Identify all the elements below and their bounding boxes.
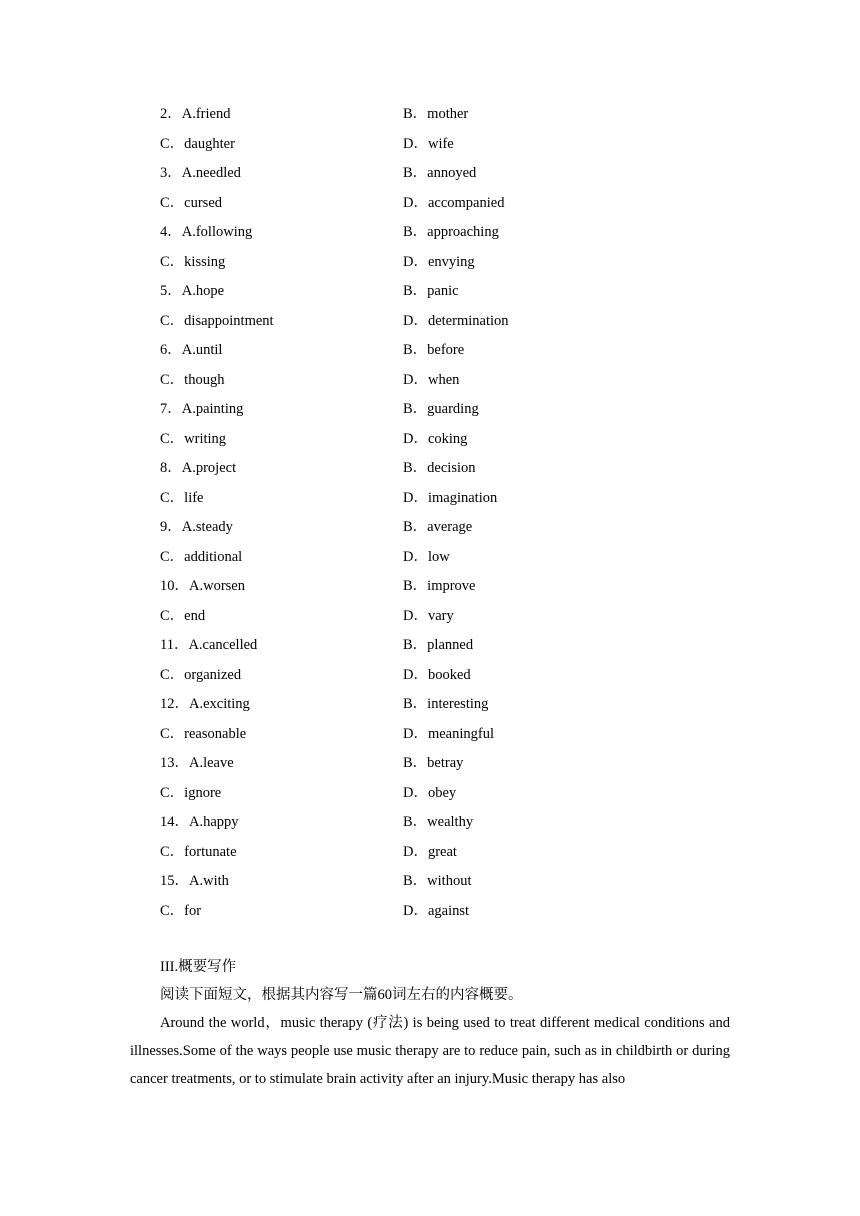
option-left: 14．A.happy (160, 814, 239, 830)
option-row (160, 307, 720, 337)
option-left: C．writing (160, 430, 227, 447)
option-right: B．wealthy (403, 814, 474, 830)
option-right: D．against (403, 902, 470, 919)
option-row (160, 513, 720, 543)
option-left: C．organized (160, 666, 242, 683)
option-right: B．average (403, 519, 473, 535)
option-left: 4．A.following (160, 224, 253, 240)
option-row (160, 484, 720, 514)
option-left: C．end (160, 607, 206, 624)
option-row (160, 838, 720, 868)
option-row (160, 366, 720, 396)
option-left: 6．A.until (160, 342, 223, 358)
option-right: D．booked (403, 666, 471, 683)
section-heading: III.概要写作 (160, 959, 237, 975)
option-right: D．imagination (403, 489, 498, 506)
option-left: 2．A.friend (160, 106, 231, 122)
option-row (160, 425, 720, 455)
option-right: B．improve (403, 578, 476, 594)
option-row (160, 749, 720, 779)
option-left: C．life (160, 489, 204, 506)
option-left: 3．A.needled (160, 165, 241, 181)
option-left: 5．A.hope (160, 283, 225, 299)
option-right: D．accompanied (403, 194, 505, 211)
option-right: B．before (403, 342, 465, 358)
answer-options (160, 100, 720, 926)
option-left: C．ignore (160, 784, 222, 801)
option-row (160, 248, 720, 278)
option-right: D．when (403, 371, 460, 388)
option-left: C．disappointment (160, 312, 274, 329)
option-left: C．reasonable (160, 725, 247, 742)
option-left: 12．A.exciting (160, 696, 250, 712)
option-right: D．determination (403, 312, 509, 329)
option-left: C．cursed (160, 194, 223, 211)
option-row (160, 189, 720, 219)
option-right: B．decision (403, 460, 476, 476)
option-row (160, 867, 720, 897)
option-right: B．panic (403, 283, 459, 299)
option-left: 13．A.leave (160, 755, 234, 771)
option-right: D．meaningful (403, 725, 495, 742)
option-right: B．without (403, 873, 472, 889)
option-row (160, 897, 720, 927)
option-right: D．coking (403, 430, 468, 447)
option-row (160, 218, 720, 248)
option-left: 9．A.steady (160, 519, 233, 535)
option-right: D．envying (403, 253, 475, 270)
option-row (160, 159, 720, 189)
option-row (160, 690, 720, 720)
option-left: C．though (160, 371, 225, 388)
option-row (160, 277, 720, 307)
option-row (160, 661, 720, 691)
option-left: C．fortunate (160, 843, 237, 860)
option-row (160, 336, 720, 366)
option-row (160, 100, 720, 130)
option-right: D．obey (403, 784, 457, 801)
option-row (160, 543, 720, 573)
option-right: B．guarding (403, 401, 479, 417)
option-row (160, 454, 720, 484)
option-right: B．approaching (403, 224, 499, 240)
option-left: C．additional (160, 548, 243, 565)
option-left: C．for (160, 902, 202, 919)
summary-writing-section (130, 953, 730, 1093)
option-right: B．mother (403, 106, 469, 122)
option-row (160, 130, 720, 160)
option-right: D．low (403, 548, 450, 565)
option-right: B．annoyed (403, 165, 477, 181)
option-row (160, 808, 720, 838)
option-row (160, 572, 720, 602)
option-row (160, 779, 720, 809)
option-left: 15．A.with (160, 873, 229, 889)
option-left: C．daughter (160, 135, 235, 152)
section-instruction: 阅读下面短文，根据其内容写一篇60词左右的内容概要。 (160, 987, 523, 1003)
option-left: 10．A.worsen (160, 578, 245, 594)
option-right: D．vary (403, 607, 454, 624)
option-right: B．interesting (403, 696, 489, 712)
option-right: B．betray (403, 755, 464, 771)
option-row (160, 720, 720, 750)
option-right: B．planned (403, 637, 474, 653)
option-left: C．kissing (160, 253, 226, 270)
option-right: D．great (403, 843, 457, 860)
option-left: 8．A.project (160, 460, 237, 476)
option-left: 11．A.cancelled (160, 637, 258, 653)
option-right: D．wife (403, 135, 454, 152)
option-left: 7．A.painting (160, 401, 244, 417)
option-row (160, 631, 720, 661)
passage-paragraph: Around the world，music therapy (疗法) is being used to treat different medical conditions and illnesses.Some of the ways people use music therapy are to reduce pain, such as in childbirth or during cancer treatments, or to stimulate brain activity after an injury.Music therapy has also (130, 1015, 730, 1087)
option-row (160, 395, 720, 425)
option-row (160, 602, 720, 632)
